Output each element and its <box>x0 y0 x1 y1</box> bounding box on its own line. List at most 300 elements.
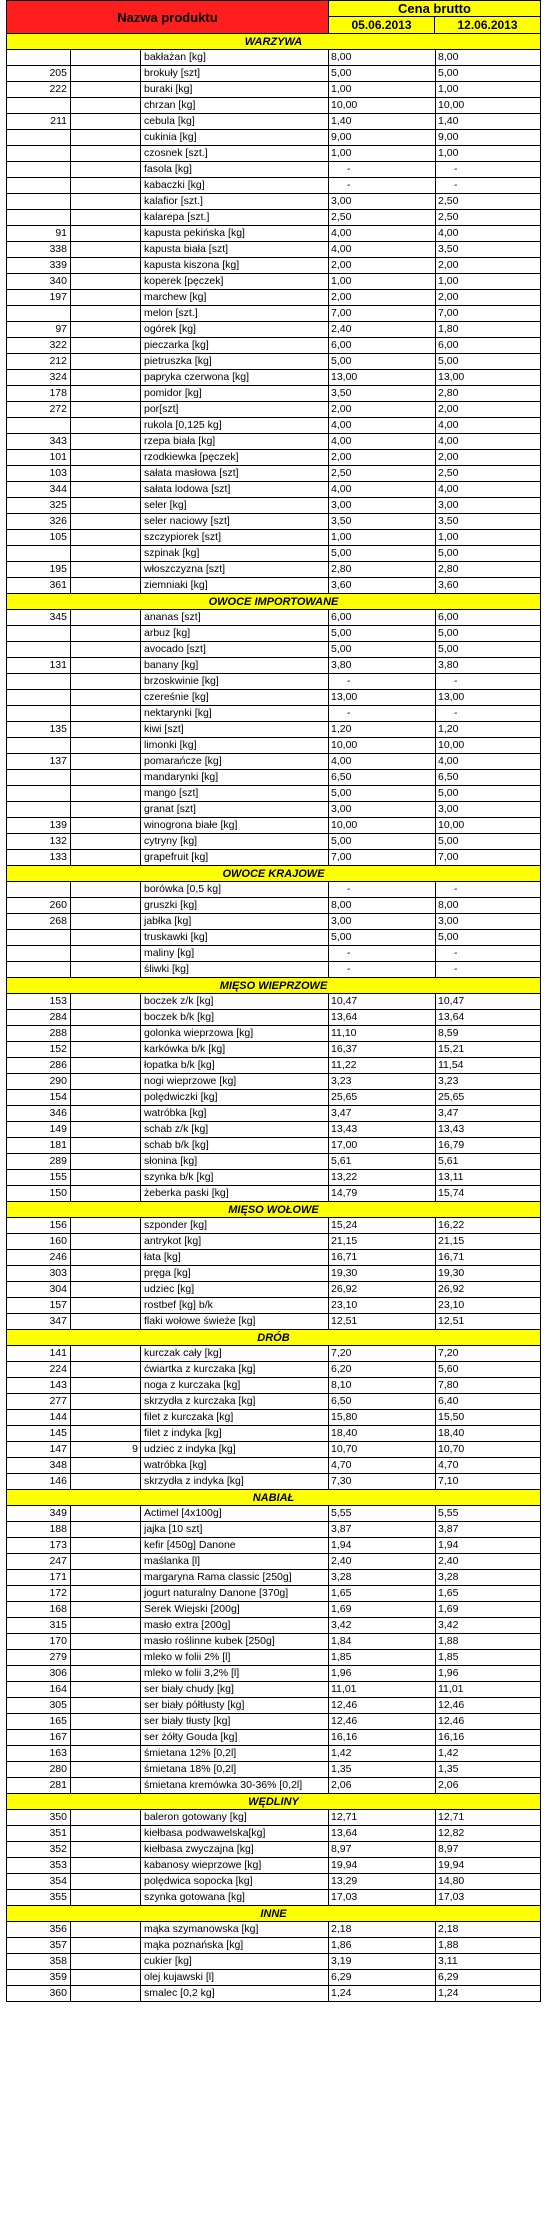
table-row <box>6 1186 541 1202</box>
product-number: 354 <box>7 1874 71 1890</box>
extra-cell <box>71 1778 141 1794</box>
price-05-06-2013: 6,00 <box>329 610 436 626</box>
price-12-06-2013: 4,00 <box>436 754 540 770</box>
product-number <box>7 418 71 434</box>
product-number <box>7 194 71 210</box>
table-row <box>6 1458 541 1474</box>
price-12-06-2013: 2,80 <box>436 562 540 578</box>
price-12-06-2013: 6,50 <box>436 770 540 786</box>
extra-cell <box>71 146 141 162</box>
price-05-06-2013: 13,00 <box>329 370 436 386</box>
product-number: 350 <box>7 1810 71 1826</box>
table-row <box>6 1954 541 1970</box>
price-12-06-2013: 9,00 <box>436 130 540 146</box>
table-row <box>6 322 541 338</box>
extra-cell <box>71 578 141 594</box>
product-name: polędwica sopocka [kg] <box>141 1874 329 1890</box>
price-12-06-2013: 25,65 <box>436 1090 540 1106</box>
product-number: 348 <box>7 1458 71 1474</box>
product-name: nektarynki [kg] <box>141 706 329 722</box>
price-05-06-2013: 10,70 <box>329 1442 436 1458</box>
price-12-06-2013: 5,00 <box>436 546 540 562</box>
extra-cell <box>71 1090 141 1106</box>
table-row <box>6 338 541 354</box>
table-row <box>6 66 541 82</box>
table-row <box>6 306 541 322</box>
extra-cell <box>71 1138 141 1154</box>
price-05-06-2013: 1,40 <box>329 114 436 130</box>
product-name: szponder [kg] <box>141 1218 329 1234</box>
extra-cell <box>71 722 141 738</box>
product-name: szynka b/k [kg] <box>141 1170 329 1186</box>
product-name: ananas [szt] <box>141 610 329 626</box>
product-number: 356 <box>7 1922 71 1938</box>
product-name: pomidor [kg] <box>141 386 329 402</box>
product-number: 268 <box>7 914 71 930</box>
product-name: banany [kg] <box>141 658 329 674</box>
product-number: 288 <box>7 1026 71 1042</box>
price-12-06-2013: 3,23 <box>436 1074 540 1090</box>
price-05-06-2013: 2,00 <box>329 450 436 466</box>
extra-cell <box>71 258 141 274</box>
price-05-06-2013: 26,92 <box>329 1282 436 1298</box>
product-number: 167 <box>7 1730 71 1746</box>
extra-cell <box>71 1122 141 1138</box>
table-row <box>6 178 541 194</box>
product-name: ziemniaki [kg] <box>141 578 329 594</box>
price-12-06-2013: 7,20 <box>436 1346 540 1362</box>
price-05-06-2013: - <box>329 674 436 690</box>
table-row <box>6 546 541 562</box>
price-05-06-2013: - <box>329 882 436 898</box>
product-number <box>7 802 71 818</box>
product-name: pomarańcze [kg] <box>141 754 329 770</box>
extra-cell <box>71 946 141 962</box>
price-05-06-2013: 21,15 <box>329 1234 436 1250</box>
price-12-06-2013: 6,29 <box>436 1970 540 1986</box>
product-number: 211 <box>7 114 71 130</box>
table-row <box>6 1922 541 1938</box>
table-row <box>6 1090 541 1106</box>
price-12-06-2013: 14,80 <box>436 1874 540 1890</box>
extra-cell <box>71 1042 141 1058</box>
product-name: udziec [kg] <box>141 1282 329 1298</box>
extra-cell <box>71 1218 141 1234</box>
product-name-header: Nazwa produktu <box>7 1 329 33</box>
product-number: 149 <box>7 1122 71 1138</box>
price-05-06-2013: 8,00 <box>329 898 436 914</box>
product-name: winogrona białe [kg] <box>141 818 329 834</box>
price-12-06-2013: 3,00 <box>436 914 540 930</box>
table-row <box>6 482 541 498</box>
extra-cell <box>71 658 141 674</box>
price-12-06-2013: 4,00 <box>436 434 540 450</box>
price-05-06-2013: 2,18 <box>329 1922 436 1938</box>
extra-cell <box>71 274 141 290</box>
product-number: 353 <box>7 1858 71 1874</box>
table-row <box>6 82 541 98</box>
extra-cell <box>71 498 141 514</box>
product-name: baleron gotowany [kg] <box>141 1810 329 1826</box>
price-12-06-2013: 10,00 <box>436 738 540 754</box>
product-name: cukier [kg] <box>141 1954 329 1970</box>
table-row <box>6 1714 541 1730</box>
product-number: 132 <box>7 834 71 850</box>
price-12-06-2013: - <box>436 706 540 722</box>
product-number: 91 <box>7 226 71 242</box>
table-row <box>6 1170 541 1186</box>
product-name: śliwki [kg] <box>141 962 329 978</box>
extra-cell <box>71 306 141 322</box>
extra-cell <box>71 1170 141 1186</box>
extra-cell <box>71 562 141 578</box>
product-number: 164 <box>7 1682 71 1698</box>
product-number <box>7 930 71 946</box>
product-number: 289 <box>7 1154 71 1170</box>
table-row <box>6 434 541 450</box>
product-name: szynka gotowana [kg] <box>141 1890 329 1906</box>
price-12-06-2013: 15,21 <box>436 1042 540 1058</box>
product-name: mleko w folii 3,2% [l] <box>141 1666 329 1682</box>
product-number <box>7 738 71 754</box>
price-05-06-2013: 3,42 <box>329 1618 436 1634</box>
product-number: 157 <box>7 1298 71 1314</box>
product-number <box>7 674 71 690</box>
price-12-06-2013: 1,96 <box>436 1666 540 1682</box>
price-05-06-2013: 1,00 <box>329 530 436 546</box>
section-header: MIĘSO WIEPRZOWE <box>6 978 541 994</box>
price-12-06-2013: 1,85 <box>436 1650 540 1666</box>
product-number: 279 <box>7 1650 71 1666</box>
product-name: marchew [kg] <box>141 290 329 306</box>
product-name: chrzan [kg] <box>141 98 329 114</box>
table-row <box>6 626 541 642</box>
table-row <box>6 1586 541 1602</box>
price-12-06-2013: - <box>436 882 540 898</box>
product-number: 339 <box>7 258 71 274</box>
extra-cell <box>71 1458 141 1474</box>
price-12-06-2013: 13,43 <box>436 1122 540 1138</box>
price-05-06-2013: 3,19 <box>329 1954 436 1970</box>
product-name: por[szt] <box>141 402 329 418</box>
table-row <box>6 1810 541 1826</box>
extra-cell <box>71 1154 141 1170</box>
extra-cell <box>71 466 141 482</box>
product-number: 146 <box>7 1474 71 1490</box>
table-row <box>6 1970 541 1986</box>
product-name: brzoskwinie [kg] <box>141 674 329 690</box>
table-header <box>6 0 541 34</box>
table-row <box>6 50 541 66</box>
price-12-06-2013: 3,60 <box>436 578 540 594</box>
price-12-06-2013: 3,42 <box>436 1618 540 1634</box>
table-row <box>6 850 541 866</box>
extra-cell <box>71 1842 141 1858</box>
price-12-06-2013: 7,80 <box>436 1378 540 1394</box>
product-name: nogi wieprzowe [kg] <box>141 1074 329 1090</box>
extra-cell <box>71 1954 141 1970</box>
table-row <box>6 1266 541 1282</box>
product-name: truskawki [kg] <box>141 930 329 946</box>
extra-cell <box>71 1698 141 1714</box>
table-row <box>6 1138 541 1154</box>
extra-cell <box>71 1282 141 1298</box>
product-name: arbuz [kg] <box>141 626 329 642</box>
product-name: mleko w folii 2% [l] <box>141 1650 329 1666</box>
extra-cell <box>71 1522 141 1538</box>
date-column-2-header: 12.06.2013 <box>457 18 518 32</box>
table-row <box>6 1826 541 1842</box>
product-number: 181 <box>7 1138 71 1154</box>
price-12-06-2013: 16,16 <box>436 1730 540 1746</box>
extra-cell <box>71 1986 141 2002</box>
table-row <box>6 1986 541 2002</box>
price-12-06-2013: 19,30 <box>436 1266 540 1282</box>
price-05-06-2013: 3,50 <box>329 386 436 402</box>
price-12-06-2013: 3,28 <box>436 1570 540 1586</box>
table-body <box>6 34 541 2002</box>
product-number: 143 <box>7 1378 71 1394</box>
extra-cell <box>71 194 141 210</box>
product-number <box>7 146 71 162</box>
price-05-06-2013: 12,46 <box>329 1698 436 1714</box>
table-row <box>6 402 541 418</box>
price-05-06-2013: 4,00 <box>329 754 436 770</box>
product-name: olej kujawski [l] <box>141 1970 329 1986</box>
product-name: Serek Wiejski [200g] <box>141 1602 329 1618</box>
product-number: 340 <box>7 274 71 290</box>
product-number: 246 <box>7 1250 71 1266</box>
price-12-06-2013: 5,00 <box>436 930 540 946</box>
price-05-06-2013: 11,01 <box>329 1682 436 1698</box>
product-name: antrykot [kg] <box>141 1234 329 1250</box>
gross-price-header: Cena brutto <box>329 1 540 17</box>
product-name: margaryna Rama classic [250g] <box>141 1570 329 1586</box>
product-name: włoszczyzna [szt] <box>141 562 329 578</box>
table-row <box>6 1314 541 1330</box>
extra-cell <box>71 738 141 754</box>
table-row <box>6 130 541 146</box>
product-number <box>7 50 71 66</box>
extra-cell <box>71 1506 141 1522</box>
table-row <box>6 1570 541 1586</box>
extra-cell <box>71 882 141 898</box>
price-05-06-2013: 4,00 <box>329 418 436 434</box>
price-12-06-2013: 5,00 <box>436 626 540 642</box>
price-05-06-2013: 19,94 <box>329 1858 436 1874</box>
product-name: watróbka [kg] <box>141 1458 329 1474</box>
price-12-06-2013: 2,00 <box>436 290 540 306</box>
price-05-06-2013: 6,50 <box>329 770 436 786</box>
product-name: sałata masłowa [szt] <box>141 466 329 482</box>
price-05-06-2013: 23,10 <box>329 1298 436 1314</box>
date-headers <box>329 17 540 33</box>
product-number: 286 <box>7 1058 71 1074</box>
table-row <box>6 162 541 178</box>
table-row <box>6 114 541 130</box>
extra-cell <box>71 1874 141 1890</box>
product-name: szpinak [kg] <box>141 546 329 562</box>
extra-cell <box>71 338 141 354</box>
table-row <box>6 706 541 722</box>
product-number: 357 <box>7 1938 71 1954</box>
product-number <box>7 178 71 194</box>
price-12-06-2013: 7,00 <box>436 850 540 866</box>
price-12-06-2013: 10,00 <box>436 818 540 834</box>
table-row <box>6 1298 541 1314</box>
extra-cell <box>71 1426 141 1442</box>
product-number: 165 <box>7 1714 71 1730</box>
product-number: 135 <box>7 722 71 738</box>
price-12-06-2013: - <box>436 946 540 962</box>
table-row <box>6 1106 541 1122</box>
product-number: 338 <box>7 242 71 258</box>
price-12-06-2013: 1,00 <box>436 274 540 290</box>
extra-cell <box>71 386 141 402</box>
price-05-06-2013: 9,00 <box>329 130 436 146</box>
product-name: ser biały półtłusty [kg] <box>141 1698 329 1714</box>
table-row <box>6 818 541 834</box>
price-12-06-2013: 8,97 <box>436 1842 540 1858</box>
product-name: mandarynki [kg] <box>141 770 329 786</box>
product-name: borówka [0,5 kg] <box>141 882 329 898</box>
price-12-06-2013: 1,88 <box>436 1938 540 1954</box>
price-05-06-2013: 13,64 <box>329 1010 436 1026</box>
extra-cell <box>71 370 141 386</box>
extra-cell <box>71 914 141 930</box>
product-number: 277 <box>7 1394 71 1410</box>
price-12-06-2013: 1,00 <box>436 530 540 546</box>
price-12-06-2013: 2,00 <box>436 450 540 466</box>
product-name: pręga [kg] <box>141 1266 329 1282</box>
extra-cell: 9 <box>71 1442 141 1458</box>
product-name: kefir [450g] Danone <box>141 1538 329 1554</box>
table-row <box>6 1442 541 1458</box>
product-name: Actimel [4x100g] <box>141 1506 329 1522</box>
product-number: 188 <box>7 1522 71 1538</box>
product-name: noga z kurczaka [kg] <box>141 1378 329 1394</box>
price-12-06-2013: 2,00 <box>436 402 540 418</box>
table-row <box>6 1234 541 1250</box>
price-12-06-2013: 3,00 <box>436 802 540 818</box>
product-number <box>7 690 71 706</box>
product-number: 346 <box>7 1106 71 1122</box>
table-row <box>6 1874 541 1890</box>
price-05-06-2013: 12,71 <box>329 1810 436 1826</box>
price-05-06-2013: 6,29 <box>329 1970 436 1986</box>
table-row <box>6 1122 541 1138</box>
price-12-06-2013: 1,20 <box>436 722 540 738</box>
product-name: cebula [kg] <box>141 114 329 130</box>
price-05-06-2013: 2,00 <box>329 258 436 274</box>
product-name: śmietana 12% [0,2l] <box>141 1746 329 1762</box>
price-05-06-2013: 6,20 <box>329 1362 436 1378</box>
price-12-06-2013: 19,94 <box>436 1858 540 1874</box>
price-12-06-2013: 1,40 <box>436 114 540 130</box>
table-row <box>6 1938 541 1954</box>
price-05-06-2013: 4,00 <box>329 482 436 498</box>
price-12-06-2013: 6,00 <box>436 610 540 626</box>
product-name: czereśnie [kg] <box>141 690 329 706</box>
price-05-06-2013: 3,87 <box>329 1522 436 1538</box>
price-05-06-2013: 5,61 <box>329 1154 436 1170</box>
table-row <box>6 578 541 594</box>
table-row <box>6 1346 541 1362</box>
price-05-06-2013: 10,00 <box>329 98 436 114</box>
extra-cell <box>71 1826 141 1842</box>
table-row <box>6 690 541 706</box>
price-12-06-2013: 7,10 <box>436 1474 540 1490</box>
price-12-06-2013: 12,46 <box>436 1698 540 1714</box>
price-05-06-2013: 16,16 <box>329 1730 436 1746</box>
price-12-06-2013: 13,11 <box>436 1170 540 1186</box>
table-row <box>6 1218 541 1234</box>
extra-cell <box>71 1026 141 1042</box>
table-row <box>6 722 541 738</box>
table-row <box>6 1474 541 1490</box>
table-row <box>6 1522 541 1538</box>
product-number <box>7 706 71 722</box>
product-name: boczek z/k [kg] <box>141 994 329 1010</box>
price-12-06-2013: 5,55 <box>436 1506 540 1522</box>
price-05-06-2013: 10,00 <box>329 738 436 754</box>
price-05-06-2013: 7,20 <box>329 1346 436 1362</box>
price-12-06-2013: - <box>436 162 540 178</box>
product-number: 306 <box>7 1666 71 1682</box>
product-name: polędwiczki [kg] <box>141 1090 329 1106</box>
product-name: ser biały tłusty [kg] <box>141 1714 329 1730</box>
product-number: 304 <box>7 1282 71 1298</box>
table-row <box>6 610 541 626</box>
product-name: cukinia [kg] <box>141 130 329 146</box>
section-header: WARZYWA <box>6 34 541 50</box>
table-row <box>6 146 541 162</box>
price-05-06-2013: 10,00 <box>329 818 436 834</box>
price-12-06-2013: 3,87 <box>436 1522 540 1538</box>
extra-cell <box>71 690 141 706</box>
table-row <box>6 642 541 658</box>
price-12-06-2013: 10,70 <box>436 1442 540 1458</box>
extra-cell <box>71 786 141 802</box>
extra-cell <box>71 1234 141 1250</box>
product-number: 141 <box>7 1346 71 1362</box>
price-12-06-2013: 2,06 <box>436 1778 540 1794</box>
product-name: papryka czerwona [kg] <box>141 370 329 386</box>
extra-cell <box>71 162 141 178</box>
extra-cell <box>71 1602 141 1618</box>
price-12-06-2013: 5,60 <box>436 1362 540 1378</box>
product-name: mango [szt] <box>141 786 329 802</box>
extra-cell <box>71 1298 141 1314</box>
price-12-06-2013: 5,00 <box>436 66 540 82</box>
table-row <box>6 1602 541 1618</box>
product-name: ćwiartka z kurczaka [kg] <box>141 1362 329 1378</box>
price-12-06-2013: 6,00 <box>436 338 540 354</box>
price-12-06-2013: 1,35 <box>436 1762 540 1778</box>
product-name: rzepa biała [kg] <box>141 434 329 450</box>
price-12-06-2013: 2,50 <box>436 466 540 482</box>
price-05-06-2013: 6,00 <box>329 338 436 354</box>
section-header: OWOCE IMPORTOWANE <box>6 594 541 610</box>
extra-cell <box>71 434 141 450</box>
table-row <box>6 290 541 306</box>
product-name: czosnek [szt.] <box>141 146 329 162</box>
price-12-06-2013: 13,00 <box>436 690 540 706</box>
price-05-06-2013: 1,84 <box>329 1634 436 1650</box>
product-name: grapefruit [kg] <box>141 850 329 866</box>
table-row <box>6 530 541 546</box>
price-05-06-2013: 3,00 <box>329 914 436 930</box>
